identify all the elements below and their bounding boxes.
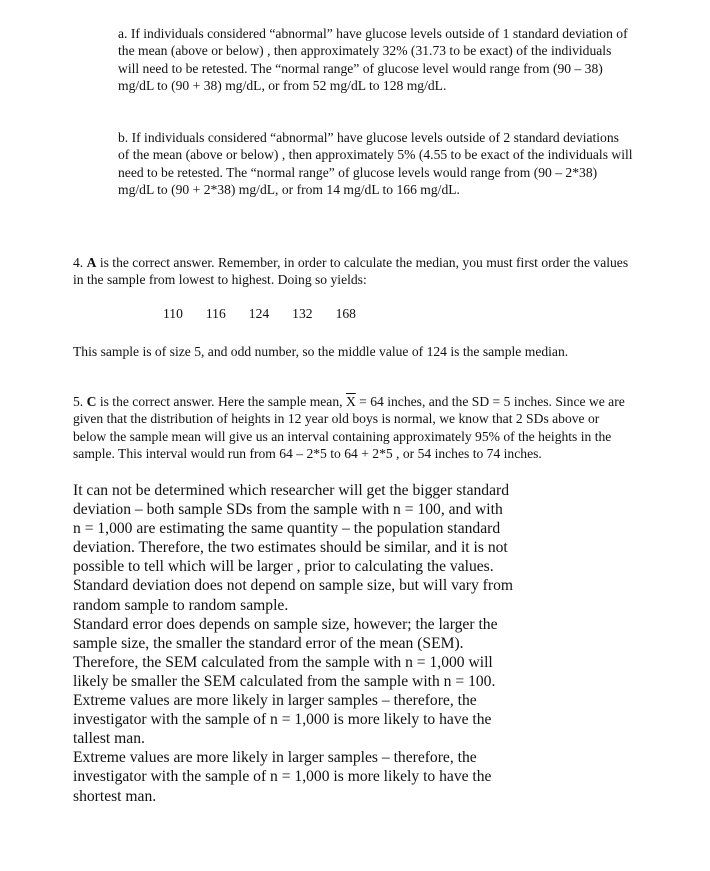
shortest-man-paragraph: Extreme values are more likely in larger samples – therefore, the investigator with the sample of n = 1,000 is more likely to have the shortest man. — [73, 749, 492, 805]
answer-part-a — [118, 25, 633, 95]
q4-text: is the correct answer. Remember, in order to calculate the median, you must first order the values in the sample from lowest to highest. Doing so yields: — [73, 255, 629, 288]
sample-value: 132 — [292, 306, 313, 321]
q5-answer-letter: C — [86, 394, 97, 409]
answer-part-b — [118, 129, 633, 199]
sample-value: 168 — [335, 306, 356, 321]
sample-value: 124 — [248, 306, 270, 321]
q4-number: 4. — [73, 255, 84, 270]
part-a-text: a. If individuals considered “abnormal” have glucose levels outside of 1 standard deviation of the mean (above or below) , then approximately 32% (31.73 to be exact) of the individuals will need to be retested. The “normal range” of glucose level would range from (90 – 38) mg/dL to (90 + 38) mg/dL, or from 52 mg/dL to 128 mg/dL. — [118, 26, 628, 94]
sample-mean-symbol: $\overline{X}$ — [345, 394, 356, 409]
part-b-text: b. If individuals considered “abnormal” have glucose levels outside of 2 standard deviations of the mean (above or below) , then approximately 5% (4.55 to be exact of the individuals will need to be retested. The “normal range” of glucose levels would range from (90 – 2*38) mg/dL to (90 + 2*38) mg/dL, or from 14 mg/dL to 166 mg/dL. — [118, 130, 633, 198]
q5-number: 5. — [73, 394, 84, 409]
sem-paragraph: Standard error does depends on sample size, however; the larger the sample size, the smaller the standard error of the mean (SEM). Therefore, the SEM calculated from the sample with n = 1,000 will likely be smaller the SEM calculated from the sample with n = 100. — [73, 615, 498, 690]
q5-text-before: is the correct answer. Here the sample mean, — [96, 394, 346, 409]
tallest-man-paragraph: Extreme values are more likely in larger samples – therefore, the investigator with the sample of n = 1,000 is more likely to have the tallest man. — [73, 692, 492, 748]
q4-median-note — [73, 343, 613, 360]
sample-value: 110 — [163, 306, 183, 321]
q4-answer-letter: A — [86, 255, 97, 270]
sd-paragraph: It can not be determined which researcher will get the bigger standard deviation – both sample SDs from the sample with n = 100, and with n = 1,000 are estimating the same quantity – the population standard deviation. Therefore, the two estimates should be similar, and it is not possible to tell which will be larger , prior to calculating the values. Standard deviation does not depend on sample size, but will vary from random sample to random sample. — [73, 482, 513, 614]
sorted-sample-values — [163, 305, 379, 322]
overlaid-answer-text — [73, 481, 513, 806]
sample-value: 116 — [205, 306, 226, 321]
answer-question-5 — [73, 393, 633, 473]
q4-note-text: This sample is of size 5, and odd number, so the middle value of 124 is the sample median. — [73, 344, 569, 359]
q5-text-after: = 64 inches, and the SD = 5 inches. Since we are given that the distribution of heights in 12 year old boys is normal, we know that 2 SDs above or below the sample mean will give us an interval containing approximately 95% of the heights in the sample. This interval would run from 64 – 2*5 to 64 + 2*5 , or 54 inches to 74 inches. — [73, 394, 625, 462]
answer-question-4 — [73, 254, 633, 289]
